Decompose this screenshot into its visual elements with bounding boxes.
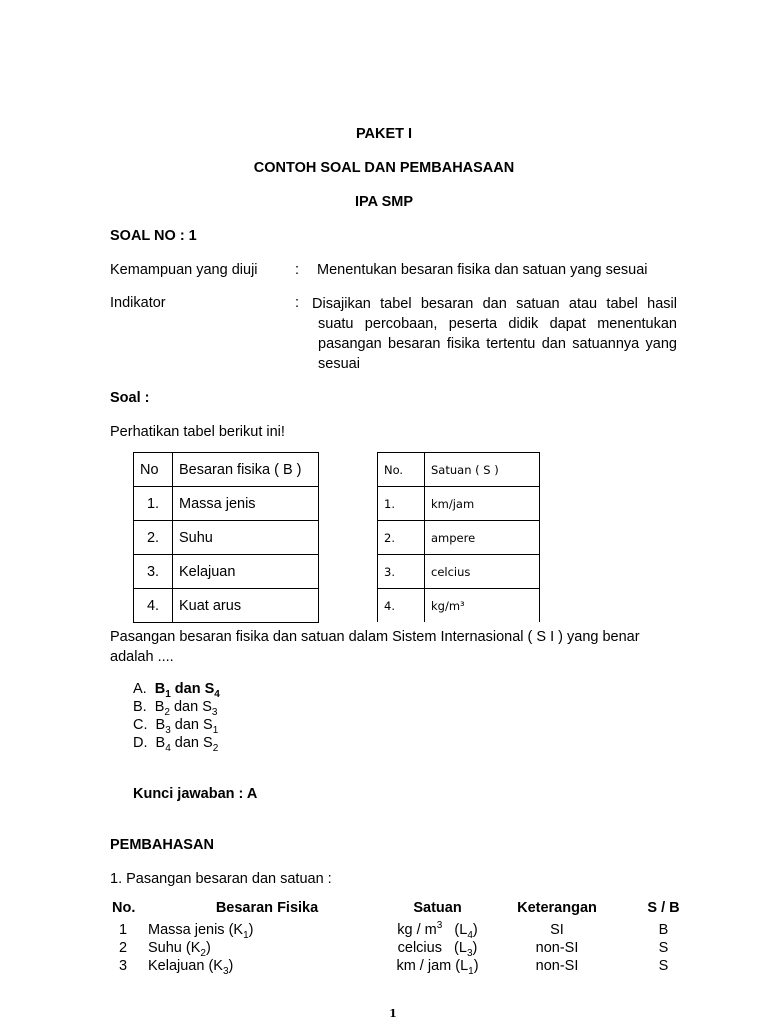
besaran-table: [133, 452, 319, 623]
page-number: 1: [389, 1007, 397, 1020]
table-cell: S: [658, 958, 669, 974]
table-cell: km/jam: [425, 487, 540, 521]
satuan-ref: (L: [454, 922, 468, 938]
option-text: [155, 717, 219, 736]
option-mid: dan: [170, 717, 204, 733]
indikator-value: Disajikan tabel besaran dan satuan atau tabel hasil suatu percobaan, peserta didik dapat menentukan pasangan besaran fisika tertentu dan satuannya yang sesuai: [312, 296, 677, 372]
table-header-cell: No.: [378, 453, 425, 487]
table-cell: kg/m³: [425, 589, 540, 623]
table-cell: 3.: [134, 555, 173, 589]
satuan-sup: 3: [436, 920, 443, 932]
table-header-cell: No.: [112, 900, 136, 916]
option-s-sub: 4: [214, 688, 220, 700]
option-b-sub: 3: [165, 724, 171, 736]
option-s: S: [202, 699, 212, 715]
table-cell: kg / $m^3$ $(L_4)$: [397, 920, 478, 941]
table-header-cell: Besaran fisika ( B ): [173, 453, 319, 487]
satuan-ref-sub: 3: [466, 947, 473, 959]
kemampuan-value: Menentukan besaran fisika dan satuan yang sesuai: [317, 262, 648, 278]
table-cell: Suhu: [173, 521, 319, 555]
table-row: [134, 521, 319, 555]
satuan-text: kg / m: [397, 922, 437, 938]
table-row: [134, 487, 319, 521]
option-c: [133, 717, 219, 736]
table-header-cell: S / B: [647, 900, 680, 916]
option-s-sub: 3: [211, 706, 218, 718]
pembahasan-item: 1. Pasangan besaran dan satuan :: [110, 871, 332, 887]
table-cell: 3.: [378, 555, 425, 589]
answer-key: Kunci jawaban : A: [133, 786, 258, 802]
table-header-row: [112, 895, 702, 921]
option-s: S: [203, 735, 213, 751]
option-b-sub: 2: [164, 706, 170, 718]
document-title: CONTOH SOAL DAN PEMBAHASAAN: [253, 160, 515, 176]
table-cell: 4.: [378, 589, 425, 623]
option-b: B: [155, 735, 166, 751]
option-b: [133, 699, 218, 718]
table-cell: 2: [118, 940, 128, 956]
table-row: [378, 555, 540, 589]
satuan-text: km / jam: [396, 958, 452, 974]
satuan-ref: (L: [455, 958, 469, 974]
table-cell: Suhu $(K_2)$: [148, 940, 211, 959]
table-row: [134, 555, 319, 589]
table-header-cell: Satuan ( S ): [425, 453, 540, 487]
indikator-label: Indikator: [110, 295, 166, 311]
table-cell: Kuat arus: [173, 589, 319, 623]
table-header-row: [378, 453, 540, 487]
besaran-text: Suhu (K: [148, 940, 201, 956]
option-s: S: [204, 681, 215, 697]
table-row: [112, 957, 702, 975]
option-a: [133, 681, 220, 700]
table-cell: Kelajuan: [173, 555, 319, 589]
table-cell: B: [658, 922, 669, 938]
option-b-sub: 4: [165, 742, 171, 754]
indikator-separator: :: [295, 295, 300, 311]
table-header-cell: No: [134, 453, 173, 487]
option-b-sub: 1: [165, 688, 171, 700]
table-cell: celcius $(L_3)$: [397, 940, 478, 959]
table-header-cell: Satuan: [413, 900, 462, 916]
table-cell: 4.: [134, 589, 173, 623]
option-d: [133, 735, 219, 754]
table-row: [112, 939, 702, 957]
table-cell: celcius: [425, 555, 540, 589]
option-letter: D.: [133, 735, 148, 751]
option-text: [154, 681, 220, 700]
option-b: B: [154, 699, 165, 715]
paket-title: PAKET I: [355, 126, 413, 142]
table-cell: non-SI: [535, 958, 579, 974]
satuan-text: celcius: [397, 940, 442, 956]
soal-number: SOAL NO : 1: [110, 228, 197, 244]
option-mid: dan: [169, 699, 203, 715]
table-cell: 2.: [378, 521, 425, 555]
option-letter: B.: [133, 699, 147, 715]
table-cell: Kelajuan $(K_3)$: [148, 958, 234, 977]
option-letter: C.: [133, 717, 148, 733]
option-mid: dan: [170, 735, 204, 751]
option-text: [154, 699, 218, 718]
table-cell: S: [658, 940, 669, 956]
table-cell: 2.: [134, 521, 173, 555]
option-mid: dan: [170, 681, 205, 697]
table-cell: non-SI: [535, 940, 579, 956]
kemampuan-label: Kemampuan yang diuji: [110, 262, 258, 278]
table-cell: km / jam $(L_1)$: [396, 958, 479, 977]
option-s-sub: 1: [212, 724, 219, 736]
soal-label: Soal :: [110, 390, 150, 406]
table-header-cell: Keterangan: [517, 900, 597, 916]
pembahasan-table: [112, 895, 702, 975]
satuan-ref: (L: [454, 940, 467, 956]
table-row: [378, 589, 540, 623]
besaran-text: Kelajuan (K: [148, 958, 223, 974]
option-b: B: [154, 681, 166, 697]
besaran-sub: 2: [200, 947, 206, 959]
table-cell: Massa jenis: [173, 487, 319, 521]
table-cell: SI: [550, 922, 564, 938]
satuan-ref-sub: 4: [467, 929, 473, 941]
besaran-text: Massa jenis (K: [148, 922, 244, 938]
question-text: Pasangan besaran fisika dan satuan dalam Sistem Internasional ( S I ) yang benar adalah ....: [110, 629, 640, 665]
table-header-row: [134, 453, 319, 487]
satuan-ref-sub: 1: [468, 965, 474, 977]
instruction-text: Perhatikan tabel berikut ini!: [110, 424, 285, 440]
table-header-cell: Besaran Fisika: [215, 900, 319, 916]
subject-title: IPA SMP: [354, 194, 413, 210]
table-row: [378, 487, 540, 521]
pembahasan-title: PEMBAHASAN: [110, 837, 214, 853]
option-s: S: [203, 717, 213, 733]
table-row: [112, 921, 702, 939]
option-text: [155, 735, 219, 754]
table-cell: 1.: [378, 487, 425, 521]
satuan-table: [377, 452, 540, 622]
table-cell: 3: [118, 958, 128, 974]
table-row: [134, 589, 319, 623]
option-s-sub: 2: [212, 742, 219, 754]
table-cell: Massa jenis $(K_1)$: [148, 922, 254, 941]
table-cell: 1: [118, 922, 128, 938]
option-b: B: [155, 717, 166, 733]
besaran-sub: 3: [222, 965, 229, 977]
option-letter: A.: [133, 681, 147, 697]
kemampuan-separator: :: [295, 262, 300, 278]
besaran-sub: 1: [243, 929, 249, 941]
table-cell: 1.: [134, 487, 173, 521]
table-row: [378, 521, 540, 555]
table-cell: ampere: [425, 521, 540, 555]
